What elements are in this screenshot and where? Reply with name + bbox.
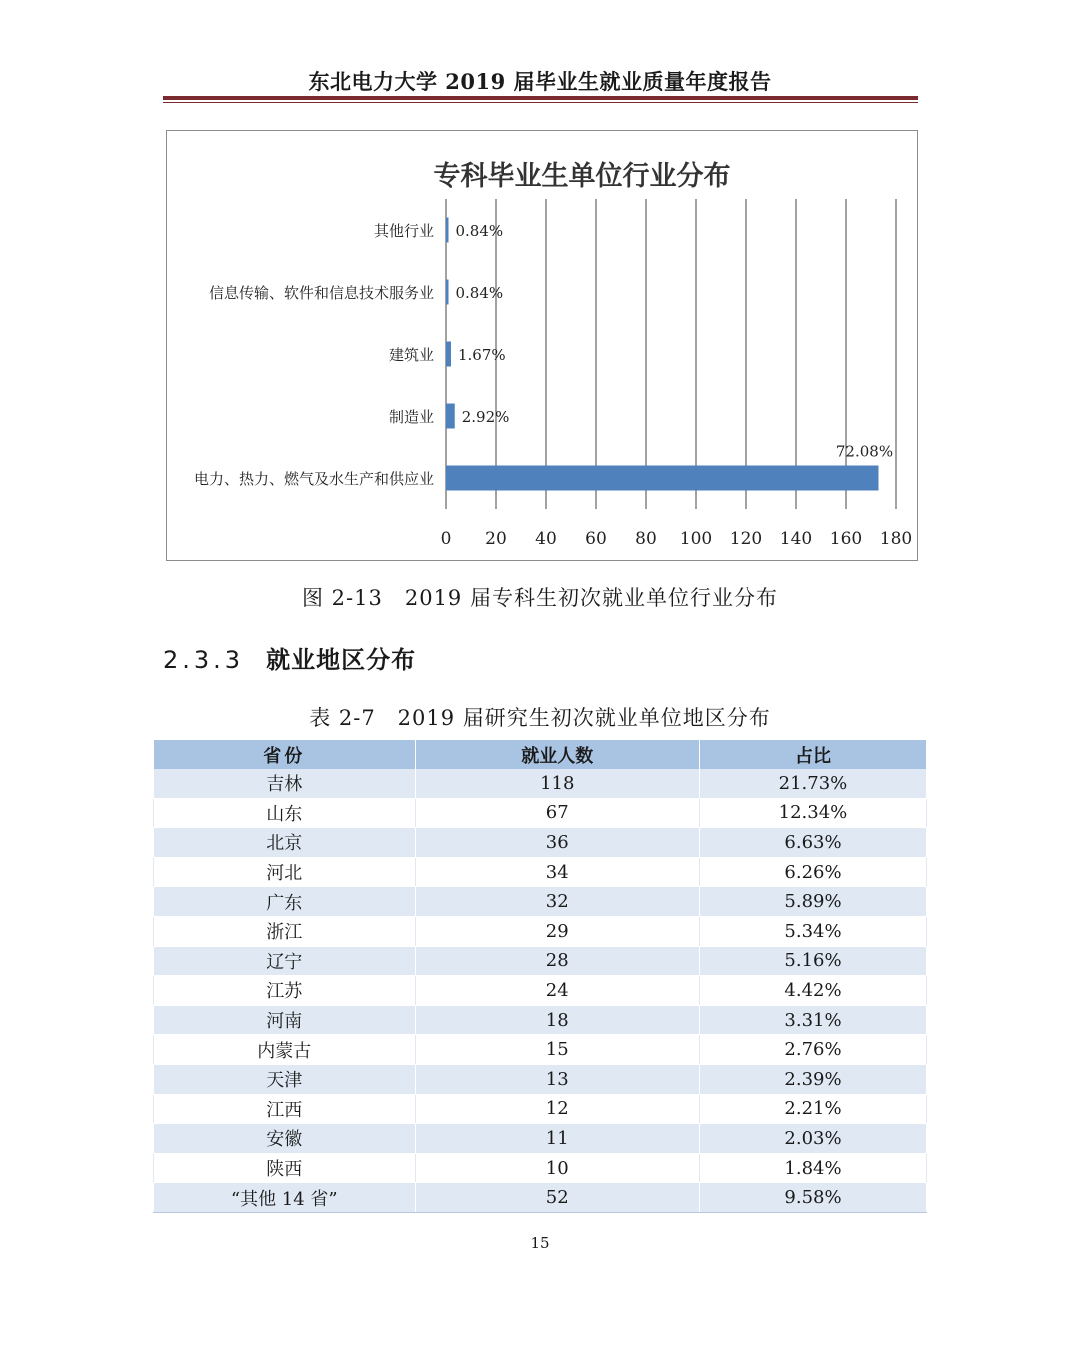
cell-province: 江西 [154,1094,416,1124]
cell-count: 12 [415,1094,699,1124]
section-heading [163,640,416,675]
cell-province: 吉林 [154,769,416,798]
data-label: 72.08% [835,442,894,461]
bar [446,342,451,367]
cell-province: “其他 14 省” [154,1183,416,1213]
cell-share: 5.16% [699,946,926,976]
cell-province: 江苏 [154,976,416,1006]
data-label: 2.92% [461,408,510,426]
table-row [154,887,927,917]
cell-share: 21.73% [699,769,926,798]
table-row [154,946,927,976]
cell-province: 天津 [154,1064,416,1094]
cell-share: 2.39% [699,1064,926,1094]
x-tick-label: 60 [585,529,607,549]
cell-count: 52 [415,1183,699,1213]
page-number: 15 [530,1234,550,1252]
cell-count: 11 [415,1124,699,1154]
cell-count: 15 [415,1035,699,1065]
column-header-count: 就业人数 [415,740,699,769]
cell-count: 67 [415,798,699,828]
x-tick-label: 20 [485,529,507,549]
table-row [154,916,927,946]
category-label: 其他行业 [373,222,434,240]
table-caption: 表 2-7 2019 届研究生初次就业单位地区分布 [309,706,771,730]
cell-share: 5.89% [699,887,926,917]
cell-share: 9.58% [699,1183,926,1213]
region-distribution-table [153,740,927,1213]
x-tick-label: 80 [635,529,657,549]
x-tick-label: 180 [879,529,913,549]
table-row [154,1153,927,1183]
cell-count: 118 [415,769,699,798]
cell-share: 2.03% [699,1124,926,1154]
x-tick-label: 160 [829,529,863,549]
bar [446,404,455,429]
cell-province: 安徽 [154,1124,416,1154]
industry-bar-chart [166,130,918,561]
data-label: 0.84% [455,284,504,302]
cell-count: 13 [415,1064,699,1094]
table-body [154,769,927,1212]
chart-canvas [167,131,919,562]
table-row [154,1124,927,1154]
cell-count: 36 [415,828,699,858]
table-header-row [154,740,927,769]
cell-count: 18 [415,1005,699,1035]
table-row [154,1183,927,1213]
cell-province: 陕西 [154,1153,416,1183]
section-number: 2.3.3 [163,646,245,674]
cell-province: 山东 [154,798,416,828]
cell-share: 6.63% [699,828,926,858]
data-label: 0.84% [455,222,504,240]
table-row [154,857,927,887]
cell-share: 1.84% [699,1153,926,1183]
cell-share: 2.21% [699,1094,926,1124]
header-divider [163,96,918,100]
table-row [154,1005,927,1035]
bar [446,466,879,491]
data-label: 1.67% [458,346,506,364]
cell-province: 北京 [154,828,416,858]
x-tick-label: 140 [779,529,813,549]
cell-province: 浙江 [154,916,416,946]
cell-share: 12.34% [699,798,926,828]
category-label: 电力、热力、燃气及水生产和供应业 [193,470,434,488]
table-row [154,1064,927,1094]
report-header-title: 东北电力大学 2019 届毕业生就业质量年度报告 [308,69,772,94]
bar [446,218,449,243]
chart-title: 专科毕业生单位行业分布 [433,161,731,192]
table-row [154,769,927,798]
table-row [154,976,927,1006]
cell-share: 4.42% [699,976,926,1006]
figure-caption: 图 2-13 2019 届专科生初次就业单位行业分布 [302,586,778,610]
cell-count: 29 [415,916,699,946]
cell-share: 3.31% [699,1005,926,1035]
x-tick-label: 0 [440,529,452,549]
cell-share: 5.34% [699,916,926,946]
x-tick-label: 100 [679,529,713,549]
table-row [154,1035,927,1065]
cell-province: 内蒙古 [154,1035,416,1065]
table-row [154,1094,927,1124]
category-label: 信息传输、软件和信息技术服务业 [208,284,434,302]
cell-count: 28 [415,946,699,976]
cell-count: 32 [415,887,699,917]
header-divider-thin [163,102,918,103]
category-label: 建筑业 [388,346,434,364]
table-row [154,828,927,858]
cell-province: 广东 [154,887,416,917]
x-tick-label: 120 [729,529,763,549]
column-header-province: 省份 [154,740,416,769]
cell-share: 2.76% [699,1035,926,1065]
cell-province: 河北 [154,857,416,887]
section-title: 就业地区分布 [266,646,417,674]
cell-province: 辽宁 [154,946,416,976]
column-header-share: 占比 [699,740,926,769]
bar [446,280,449,305]
cell-province: 河南 [154,1005,416,1035]
category-label: 制造业 [388,408,434,426]
table-row [154,798,927,828]
x-tick-label: 40 [535,529,557,549]
cell-count: 34 [415,857,699,887]
cell-count: 24 [415,976,699,1006]
cell-count: 10 [415,1153,699,1183]
cell-share: 6.26% [699,857,926,887]
